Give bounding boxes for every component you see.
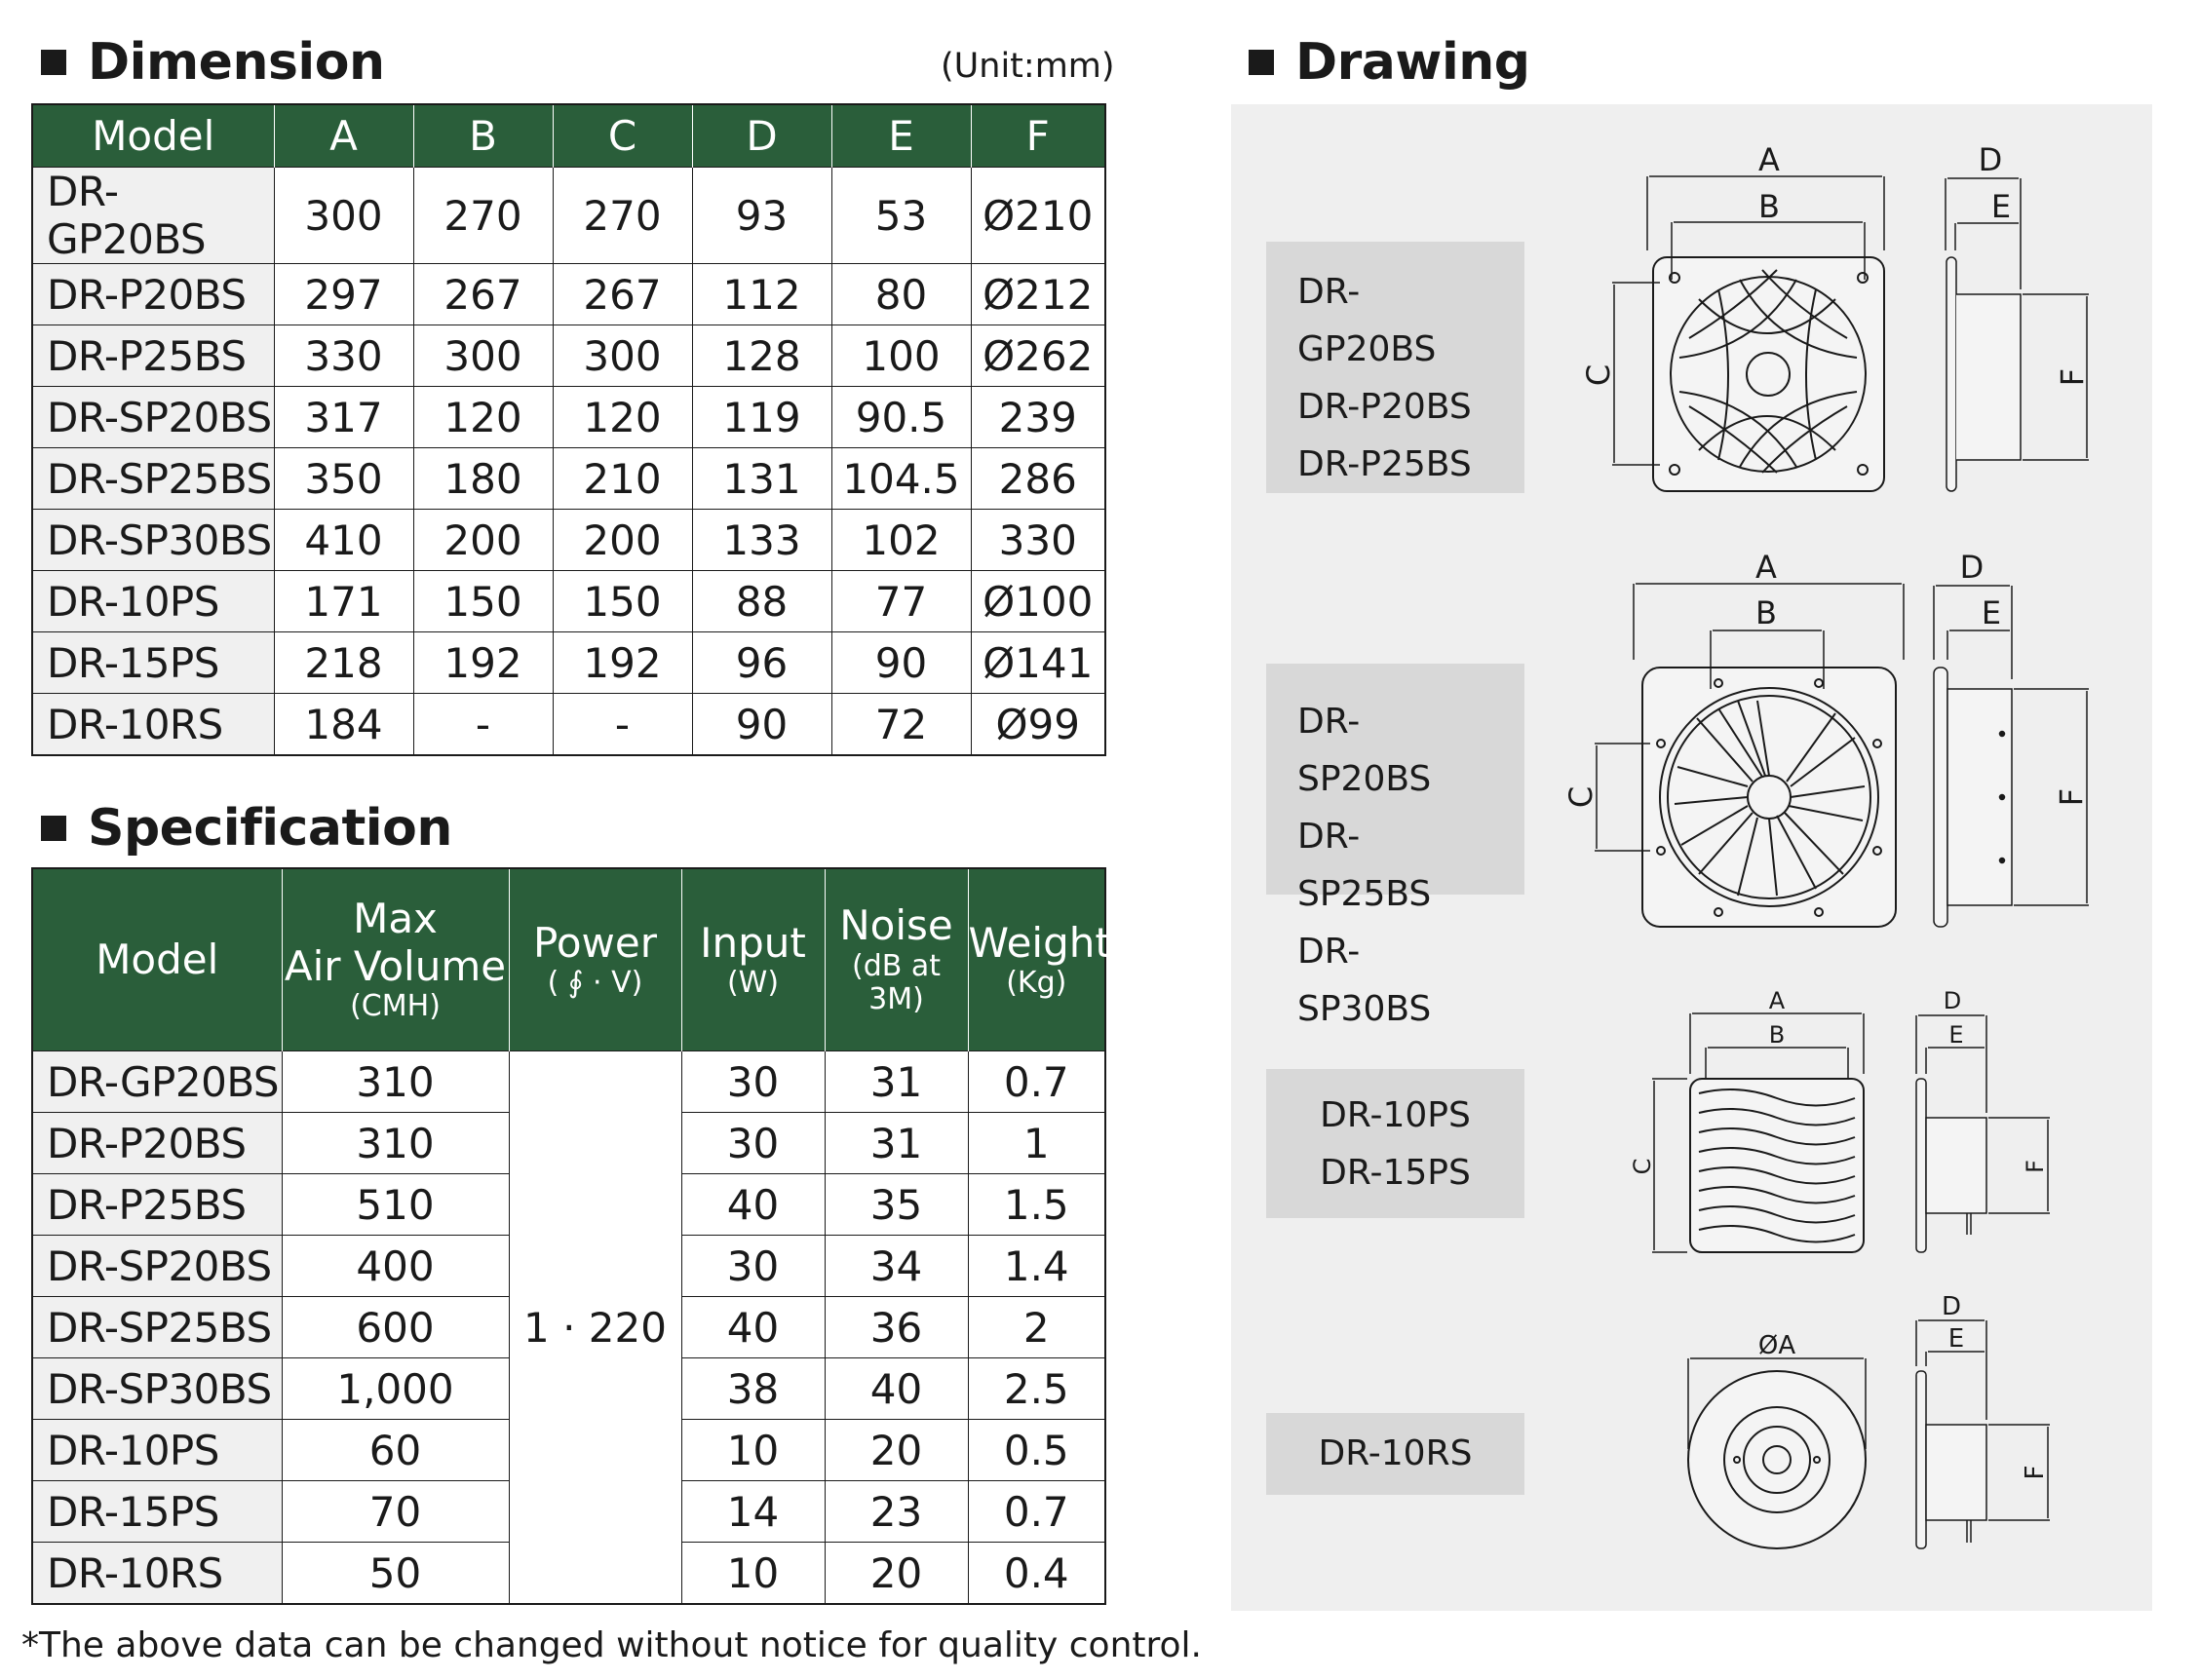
dim-cell: 200 bbox=[413, 510, 553, 571]
svg-text:ØA: ØA bbox=[1757, 1331, 1796, 1360]
technical-drawings bbox=[1231, 104, 2152, 1611]
dim-cell: 192 bbox=[553, 632, 692, 694]
model-cell: DR-10PS bbox=[32, 1420, 282, 1481]
power-cell: 1 · 220 bbox=[509, 1051, 681, 1605]
drawing-fan-front-3 bbox=[1690, 1079, 1864, 1252]
model-cell: DR-SP20BS bbox=[32, 387, 274, 448]
dim-cell: 119 bbox=[692, 387, 831, 448]
input-cell: 30 bbox=[681, 1236, 825, 1297]
dim-cell: 93 bbox=[692, 168, 831, 264]
svg-text:C: C bbox=[1629, 1158, 1656, 1175]
noise-cell: 31 bbox=[825, 1113, 968, 1174]
model-label: DR-10PS bbox=[1320, 1095, 1471, 1135]
model-cell: DR-10PS bbox=[32, 571, 274, 632]
specification-table bbox=[31, 867, 1111, 1605]
dim-cell: Ø141 bbox=[971, 632, 1105, 694]
svg-text:E: E bbox=[1948, 1021, 1964, 1049]
table-row bbox=[32, 448, 1105, 510]
model-cell: DR-10RS bbox=[32, 694, 274, 756]
noise-cell: 20 bbox=[825, 1543, 968, 1605]
noise-cell: 20 bbox=[825, 1420, 968, 1481]
dim-cell: 267 bbox=[413, 264, 553, 325]
model-label: DR-P20BS bbox=[1297, 387, 1472, 427]
drawing-panel bbox=[1231, 104, 2152, 1611]
model-cell: DR-10RS bbox=[32, 1543, 282, 1605]
svg-text:F: F bbox=[2021, 1465, 2050, 1480]
model-label: DR-GP20BS bbox=[1297, 272, 1437, 369]
model-cell: DR-GP20BS bbox=[32, 168, 274, 264]
dimension-title-text: Dimension bbox=[88, 33, 385, 92]
dim-cell: 150 bbox=[553, 571, 692, 632]
dim-cell: 330 bbox=[274, 325, 413, 387]
dim-cell: 96 bbox=[692, 632, 831, 694]
model-label: DR-P25BS bbox=[1297, 444, 1472, 484]
dim-cell: 180 bbox=[413, 448, 553, 510]
spec-header-noise: Noise (dB at 3M) bbox=[825, 868, 968, 1051]
dim-cell: 120 bbox=[413, 387, 553, 448]
svg-text:B: B bbox=[1755, 594, 1777, 631]
square-bullet-icon bbox=[41, 50, 66, 75]
dim-cell: 317 bbox=[274, 387, 413, 448]
dim-cell: 90 bbox=[831, 632, 971, 694]
dim-cell: - bbox=[553, 694, 692, 756]
input-cell: 10 bbox=[681, 1543, 825, 1605]
svg-text:E: E bbox=[1947, 1324, 1965, 1354]
model-label: DR-SP20BS bbox=[1297, 702, 1432, 799]
dim-cell: 239 bbox=[971, 387, 1105, 448]
dim-cell: 297 bbox=[274, 264, 413, 325]
weight-cell: 0.7 bbox=[968, 1481, 1105, 1543]
air-volume-cell: 400 bbox=[282, 1236, 509, 1297]
square-bullet-icon bbox=[41, 816, 66, 841]
spec-header-power: Power ( ∮ · V) bbox=[509, 868, 681, 1051]
dim-cell: 350 bbox=[274, 448, 413, 510]
dim-cell: Ø100 bbox=[971, 571, 1105, 632]
svg-text:A: A bbox=[1758, 141, 1780, 178]
input-cell: 40 bbox=[681, 1174, 825, 1236]
dim-header-f: F bbox=[971, 104, 1105, 168]
dim-cell: Ø212 bbox=[971, 264, 1105, 325]
drawing-title bbox=[1249, 33, 1530, 92]
dim-cell: 171 bbox=[274, 571, 413, 632]
dim-cell: 133 bbox=[692, 510, 831, 571]
dimension-table bbox=[31, 103, 1106, 756]
svg-text:F: F bbox=[2053, 787, 2090, 807]
drawing-fan-front-4 bbox=[1688, 1371, 1866, 1548]
dim-cell: 300 bbox=[553, 325, 692, 387]
square-bullet-icon bbox=[1249, 50, 1274, 75]
svg-text:A: A bbox=[1755, 549, 1777, 586]
table-row bbox=[32, 168, 1105, 264]
dim-header-a: A bbox=[274, 104, 413, 168]
drawing-fan-front-1 bbox=[1653, 257, 1884, 491]
svg-text:D: D bbox=[1943, 987, 1962, 1014]
dim-cell: 286 bbox=[971, 448, 1105, 510]
weight-cell: 0.7 bbox=[968, 1051, 1105, 1113]
weight-cell: 2.5 bbox=[968, 1358, 1105, 1420]
specification-title bbox=[41, 799, 452, 858]
dim-cell: 270 bbox=[553, 168, 692, 264]
dim-cell: 131 bbox=[692, 448, 831, 510]
dim-cell: 120 bbox=[553, 387, 692, 448]
weight-cell: 0.5 bbox=[968, 1420, 1105, 1481]
dim-header-d: D bbox=[692, 104, 831, 168]
noise-cell: 23 bbox=[825, 1481, 968, 1543]
svg-text:F: F bbox=[2022, 1160, 2049, 1173]
table-row bbox=[32, 1051, 1105, 1113]
input-cell: 30 bbox=[681, 1113, 825, 1174]
model-cell: DR-SP30BS bbox=[32, 510, 274, 571]
dimension-title bbox=[41, 33, 384, 92]
noise-cell: 35 bbox=[825, 1174, 968, 1236]
svg-text:C: C bbox=[1580, 363, 1617, 387]
dim-cell: Ø262 bbox=[971, 325, 1105, 387]
table-row bbox=[32, 694, 1105, 756]
svg-text:B: B bbox=[1768, 1021, 1786, 1049]
dim-cell: - bbox=[413, 694, 553, 756]
weight-cell: 1 bbox=[968, 1113, 1105, 1174]
weight-cell: 1.4 bbox=[968, 1236, 1105, 1297]
dim-cell: 100 bbox=[831, 325, 971, 387]
drawing-fan-front-2 bbox=[1642, 668, 1896, 927]
model-cell: DR-P25BS bbox=[32, 1174, 282, 1236]
table-row bbox=[32, 571, 1105, 632]
noise-cell: 40 bbox=[825, 1358, 968, 1420]
air-volume-cell: 510 bbox=[282, 1174, 509, 1236]
footnote: *The above data can be changed without notice for quality control. bbox=[21, 1625, 1202, 1665]
table-row bbox=[32, 387, 1105, 448]
dim-cell: 53 bbox=[831, 168, 971, 264]
dim-cell: 184 bbox=[274, 694, 413, 756]
air-volume-cell: 70 bbox=[282, 1481, 509, 1543]
dim-cell: 150 bbox=[413, 571, 553, 632]
spec-header-weight: Weight (Kg) bbox=[968, 868, 1105, 1051]
air-volume-cell: 310 bbox=[282, 1113, 509, 1174]
table-row bbox=[32, 264, 1105, 325]
dim-cell: 90 bbox=[692, 694, 831, 756]
model-cell: DR-P20BS bbox=[32, 264, 274, 325]
table-row bbox=[32, 325, 1105, 387]
model-cell: DR-SP30BS bbox=[32, 1358, 282, 1420]
dim-cell: 88 bbox=[692, 571, 831, 632]
svg-text:D: D bbox=[1959, 549, 1985, 586]
model-label: DR-SP25BS bbox=[1297, 817, 1432, 914]
spec-header-air-volume: Max Air Volume (CMH) bbox=[282, 868, 509, 1051]
dim-header-c: C bbox=[553, 104, 692, 168]
noise-cell: 36 bbox=[825, 1297, 968, 1358]
svg-text:D: D bbox=[1978, 141, 2003, 178]
unit-label: (Unit:mm) bbox=[941, 47, 1115, 86]
air-volume-cell: 1,000 bbox=[282, 1358, 509, 1420]
model-label: DR-10RS bbox=[1318, 1433, 1473, 1473]
dim-cell: 104.5 bbox=[831, 448, 971, 510]
dim-header-b: B bbox=[413, 104, 553, 168]
dim-cell: 270 bbox=[413, 168, 553, 264]
spec-header-model: Model bbox=[32, 868, 282, 1051]
input-cell: 10 bbox=[681, 1420, 825, 1481]
svg-text:B: B bbox=[1758, 188, 1780, 225]
air-volume-cell: 310 bbox=[282, 1051, 509, 1113]
input-cell: 40 bbox=[681, 1297, 825, 1358]
model-cell: DR-P20BS bbox=[32, 1113, 282, 1174]
weight-cell: 1.5 bbox=[968, 1174, 1105, 1236]
dim-cell: 90.5 bbox=[831, 387, 971, 448]
svg-text:E: E bbox=[1990, 188, 2012, 225]
dim-cell: 267 bbox=[553, 264, 692, 325]
model-cell: DR-GP20BS bbox=[32, 1051, 282, 1113]
model-cell: DR-15PS bbox=[32, 632, 274, 694]
dim-cell: 200 bbox=[553, 510, 692, 571]
dim-cell: 80 bbox=[831, 264, 971, 325]
dim-cell: 72 bbox=[831, 694, 971, 756]
svg-text:E: E bbox=[1981, 594, 2002, 631]
spec-header-input: Input (W) bbox=[681, 868, 825, 1051]
svg-text:C: C bbox=[1562, 785, 1600, 809]
dim-cell: 102 bbox=[831, 510, 971, 571]
dim-cell: 330 bbox=[971, 510, 1105, 571]
dim-cell: 410 bbox=[274, 510, 413, 571]
input-cell: 14 bbox=[681, 1481, 825, 1543]
svg-text:A: A bbox=[1768, 987, 1786, 1014]
weight-cell: 2 bbox=[968, 1297, 1105, 1358]
dim-cell: 192 bbox=[413, 632, 553, 694]
model-label: DR-SP30BS bbox=[1297, 932, 1432, 1029]
weight-cell: 0.4 bbox=[968, 1543, 1105, 1605]
noise-cell: 31 bbox=[825, 1051, 968, 1113]
model-cell: DR-SP25BS bbox=[32, 448, 274, 510]
air-volume-cell: 50 bbox=[282, 1543, 509, 1605]
noise-cell: 34 bbox=[825, 1236, 968, 1297]
dim-cell: Ø99 bbox=[971, 694, 1105, 756]
input-cell: 38 bbox=[681, 1358, 825, 1420]
dim-cell: Ø210 bbox=[971, 168, 1105, 264]
dim-cell: 77 bbox=[831, 571, 971, 632]
dim-header-e: E bbox=[831, 104, 971, 168]
dim-cell: 300 bbox=[274, 168, 413, 264]
dim-cell: 300 bbox=[413, 325, 553, 387]
input-cell: 30 bbox=[681, 1051, 825, 1113]
table-row bbox=[32, 510, 1105, 571]
dim-cell: 210 bbox=[553, 448, 692, 510]
model-label: DR-15PS bbox=[1320, 1153, 1471, 1193]
dim-cell: 128 bbox=[692, 325, 831, 387]
dim-header-model: Model bbox=[32, 104, 274, 168]
table-row bbox=[32, 632, 1105, 694]
model-cell: DR-P25BS bbox=[32, 325, 274, 387]
model-cell: DR-SP25BS bbox=[32, 1297, 282, 1358]
svg-text:F: F bbox=[2054, 367, 2091, 387]
drawing-title-text: Drawing bbox=[1295, 33, 1530, 92]
svg-text:D: D bbox=[1941, 1292, 1962, 1321]
air-volume-cell: 60 bbox=[282, 1420, 509, 1481]
air-volume-cell: 600 bbox=[282, 1297, 509, 1358]
dim-cell: 112 bbox=[692, 264, 831, 325]
specification-title-text: Specification bbox=[88, 799, 452, 858]
model-cell: DR-15PS bbox=[32, 1481, 282, 1543]
dim-cell: 218 bbox=[274, 632, 413, 694]
model-cell: DR-SP20BS bbox=[32, 1236, 282, 1297]
